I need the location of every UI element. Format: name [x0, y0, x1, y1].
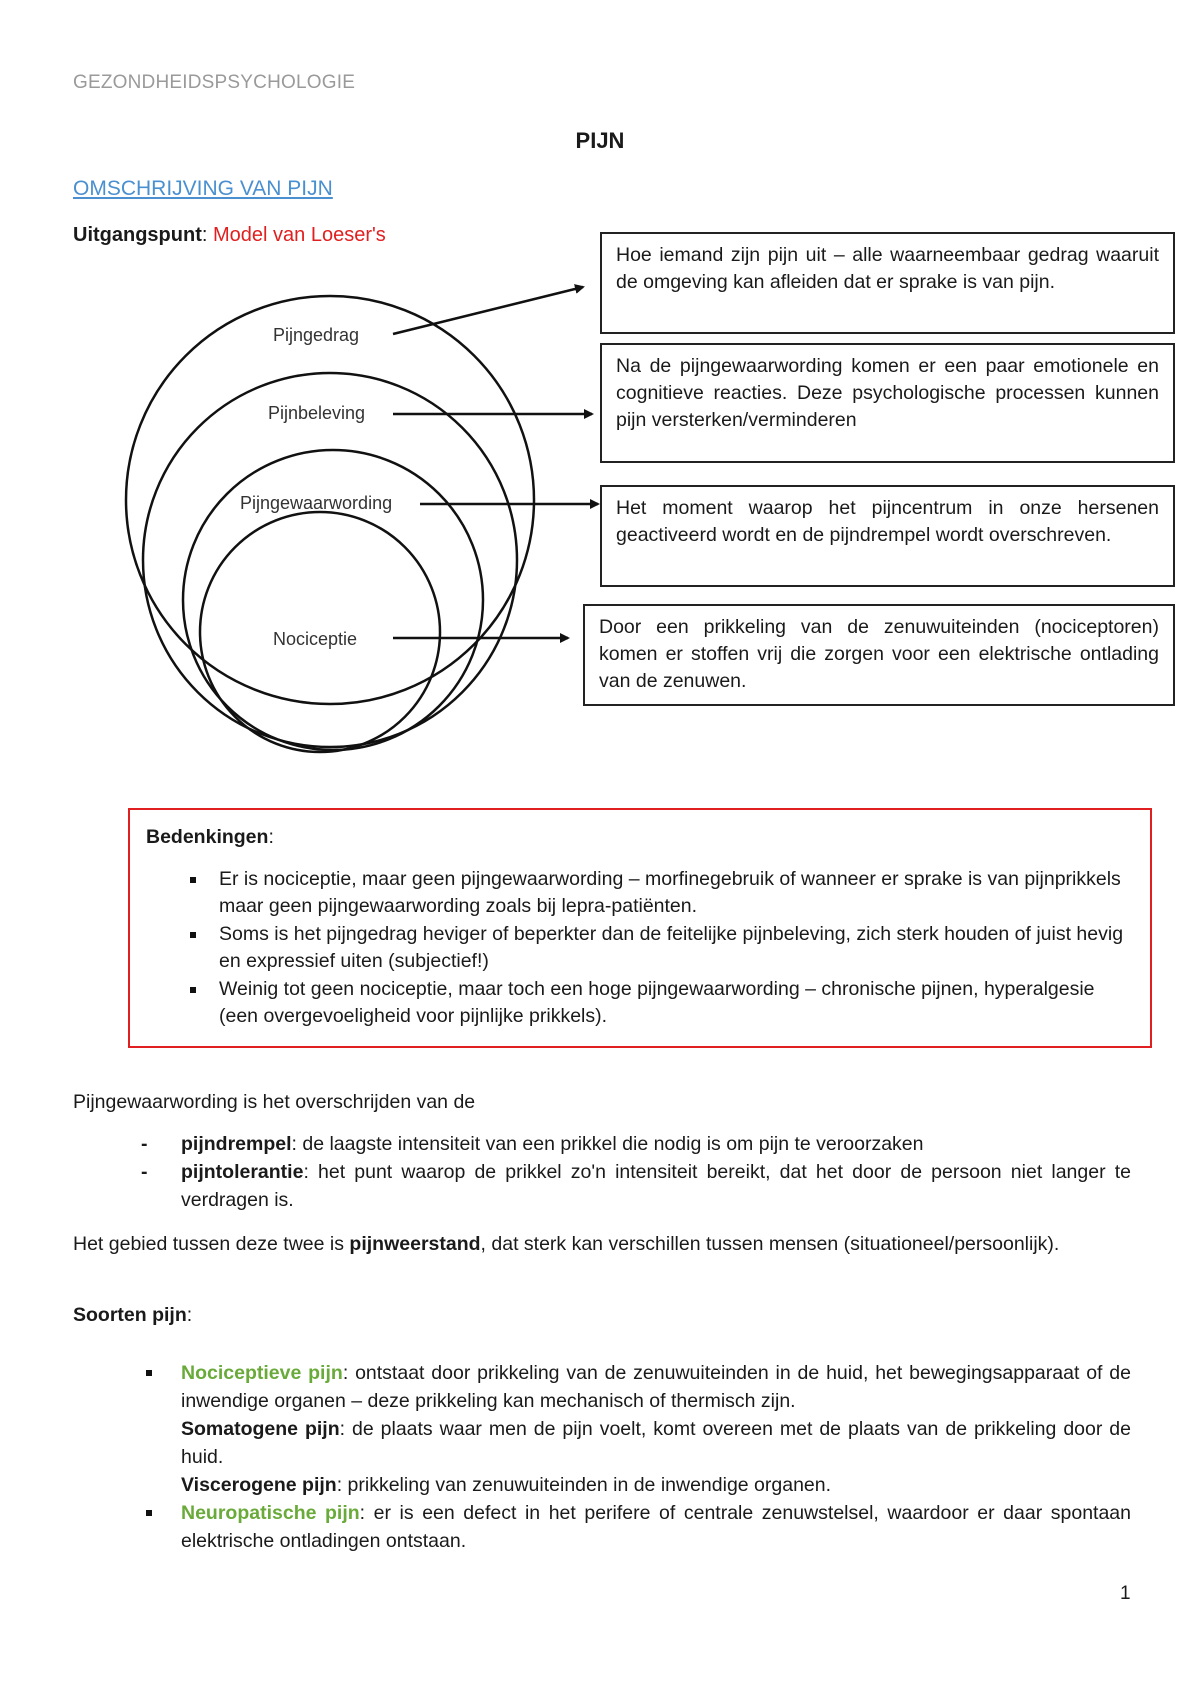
soort-item-nociceptief	[73, 1359, 1131, 1499]
bedenkingen-colon: :	[268, 826, 274, 848]
dash-bullet: -	[141, 1161, 148, 1183]
threshold-text: : het punt waarop de prikkel zo'n intensiteit bereikt, dat het door de persoon niet langer te verdragen is.	[181, 1161, 1131, 1211]
sub-somatogene	[181, 1415, 1131, 1471]
label-nociceptie: Nociceptie	[273, 629, 358, 649]
section-heading: OMSCHRIJVING VAN PIJN	[73, 177, 333, 200]
threshold-item	[73, 1130, 1131, 1158]
arrow-pijngedrag	[393, 287, 583, 334]
bedenkingen-heading	[146, 824, 1134, 852]
dash-bullet: -	[141, 1133, 148, 1155]
uitgangspunt-model: Model van Loeser's	[213, 224, 386, 246]
label-pijnbeleving: Pijnbeleving	[268, 403, 366, 423]
box-pijngewaarwording: Het moment waarop het pijncentrum in onze hersenen geactiveerd wordt en de pijndrempel wordt overschreven.	[600, 485, 1175, 587]
soorten-list	[73, 1345, 1131, 1555]
uitgangspunt-colon: :	[201, 224, 213, 246]
threshold-item	[73, 1158, 1131, 1214]
label-pijngedrag: Pijngedrag	[273, 325, 360, 345]
sub-viscerogene	[181, 1471, 1131, 1499]
page-title: PIJN	[575, 128, 625, 153]
soort-item-neuropatisch	[73, 1499, 1131, 1555]
soorten-label: Soorten pijn	[73, 1304, 187, 1326]
box-pijnbeleving: Na de pijngewaarwording komen er een paar emotionele en cognitieve reacties. Deze psychologische processen kunnen pijn versterken/verminderen	[600, 343, 1175, 463]
p2-before: Het gebied tussen deze twee is	[73, 1233, 350, 1255]
bedenking-item: Soms is het pijngedrag heviger of beperkter dan de feitelijke pijnbeleving, zich sterk houden of juist hevig en expressief uiten (subjectief!)	[146, 921, 1134, 976]
bedenking-item: Weinig tot geen nociceptie, maar toch een hoge pijngewaarwording – chronische pijnen, hyperalgesie (een overgevoeligheid voor pijnlijke prikkels).	[146, 976, 1134, 1031]
term-nociceptieve-pijn: Nociceptieve pijn	[181, 1362, 343, 1384]
paragraph-pijnweerstand	[73, 1230, 1131, 1258]
box-nociceptie: Door een prikkeling van de zenuwuiteinden (nociceptoren) komen er stoffen vrij die zorgen voor een elektrische ontlading van de zenuwen.	[583, 604, 1175, 706]
document-header: GEZONDHEIDSPSYCHOLOGIE	[73, 72, 356, 93]
bedenkingen-list	[146, 866, 1134, 1031]
bedenkingen-box	[128, 808, 1152, 1048]
term-pijndrempel: pijndrempel	[181, 1133, 292, 1155]
soort-text: : er is een defect in het perifere of centrale zenuwstelsel, waardoor er daar spontaan elektrische ontladingen ontstaan.	[181, 1502, 1131, 1552]
p2-after: , dat sterk kan verschillen tussen mensen (situationeel/persoonlijk).	[480, 1233, 1060, 1255]
soorten-colon: :	[186, 1304, 193, 1326]
uitgangspunt-label: Uitgangspunt	[73, 224, 202, 246]
term-pijnweerstand: pijnweerstand	[349, 1233, 481, 1255]
page-number: 1	[1120, 1583, 1131, 1604]
soorten-heading	[73, 1301, 1131, 1329]
box-pijngedrag: Hoe iemand zijn pijn uit – alle waarneembaar gedrag waaruit de omgeving kan afleiden dat er sprake is van pijn.	[600, 232, 1175, 334]
term-neuropatische-pijn: Neuropatische pijn	[181, 1502, 360, 1524]
term-viscerogene-pijn: Viscerogene pijn	[181, 1474, 337, 1496]
sub-text: : de plaats waar men de pijn voelt, komt overeen met de plaats van de prikkeling door de huid.	[181, 1418, 1131, 1468]
term-somatogene-pijn: Somatogene pijn	[181, 1418, 340, 1440]
bedenking-item: Er is nociceptie, maar geen pijngewaarwording – morfinegebruik of wanneer er sprake is van pijnprikkels maar geen pijngewaarwording zoals bij lepra-patiënten.	[146, 866, 1134, 921]
bedenkingen-title: Bedenkingen	[146, 826, 269, 848]
label-pijngewaarwording: Pijngewaarwording	[240, 493, 393, 513]
paragraph-pijngewaarwording: Pijngewaarwording is het overschrijden van de	[73, 1091, 476, 1113]
threshold-list	[73, 1130, 1131, 1214]
term-pijntolerantie: pijntolerantie	[181, 1161, 304, 1183]
threshold-text: : de laagste intensiteit van een prikkel die nodig is om pijn te veroorzaken	[291, 1133, 924, 1155]
circle-pijnbeleving	[143, 373, 517, 747]
sub-text: : prikkeling van zenuwuiteinden in de inwendige organen.	[336, 1474, 832, 1496]
soort-text: : ontstaat door prikkeling van de zenuwuiteinden in de huid, het bewegingsapparaat of de inwendige organen – deze prikkeling kan mechanisch of thermisch zijn.	[181, 1362, 1131, 1412]
